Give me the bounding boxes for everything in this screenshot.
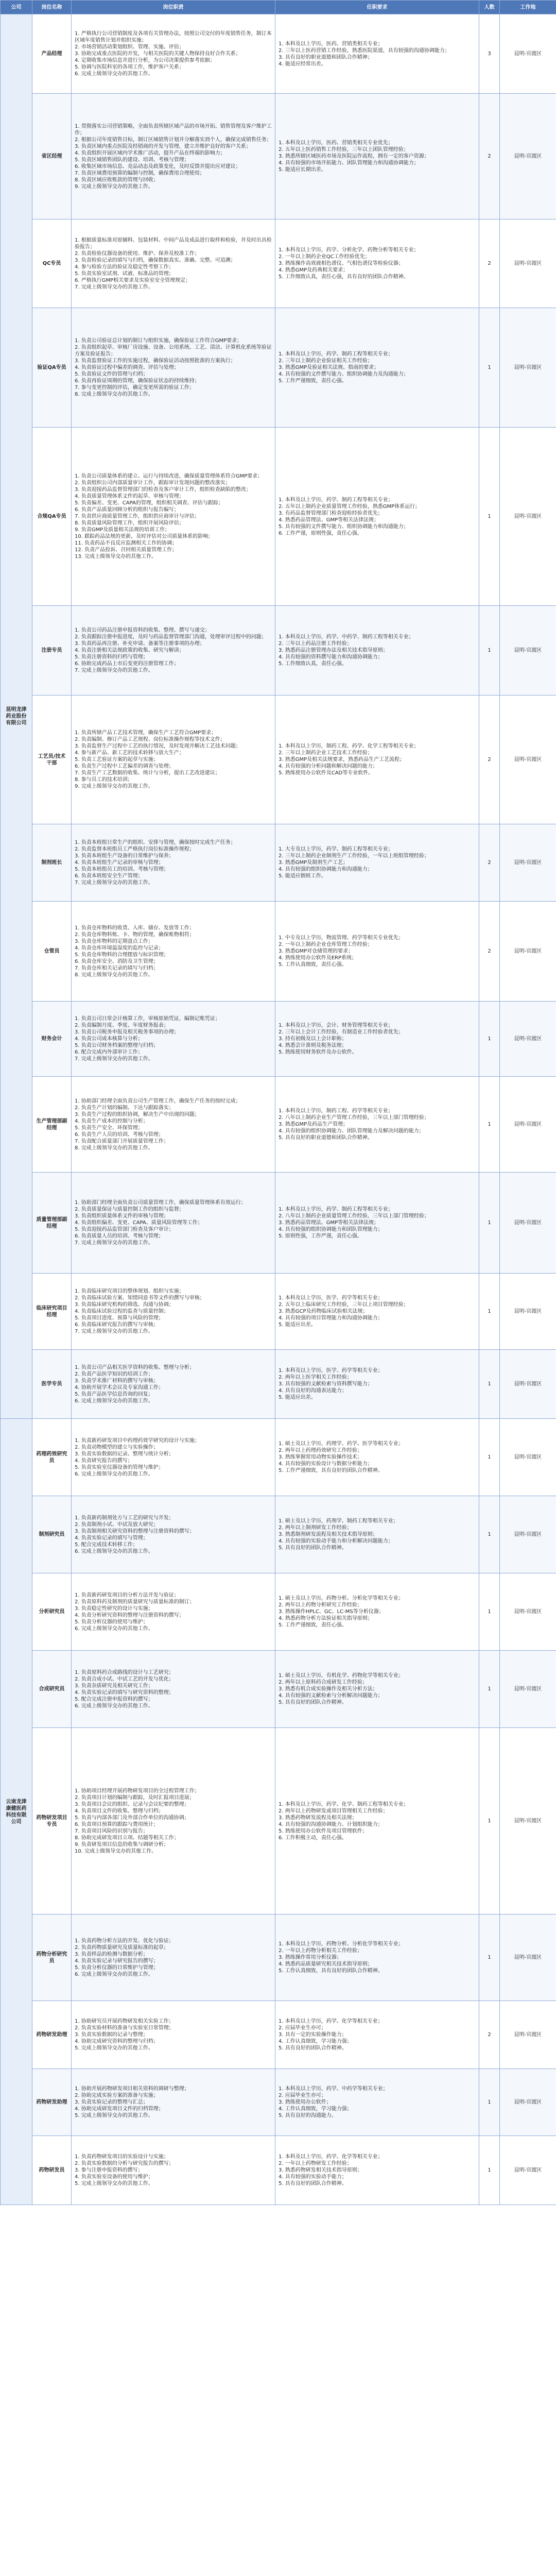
duty-cell: 1. 负责新药研发项目的分析方法开发与验证； 2. 负责原料药及制剂的质量研究与质量标准的制订； 3. 负责稳定性研究的设计与实施； 4. 负责分析研究资料的整理与注册资料的撰写； 5. 负责分析仪器的使用与维护； 6. 完成上级领导交办的其他工作。 [72,1573,275,1651]
table-row [1,1573,556,1651]
headcount-cell: 1 [479,1914,500,2001]
table-row [1,1350,556,1419]
requirement-cell: 1. 本科及以上学历，制药工程、药学、化学工程等相关专业； 2. 三年以上制药企业工艺技术工作经验； 3. 熟悉GMP及相关法规要求，熟悉药品生产工艺流程； 4. 具有较强的分析问题和解决问题的能力； 5. 熟练使用办公软件及CAD等专业软件。 [275,696,479,824]
headcount-cell: 3 [479,14,500,94]
requirement-cell: 1. 本科及以上学历，医学、药学等相关专业； 2. 两年以上医学相关工作经验； 3. 具有较强的文献检索与资料撰写能力； 4. 具有良好的沟通表达能力； 5. 能适应出差。 [275,1350,479,1419]
requirement-cell: 1. 本科及以上学历，会计、财务管理等相关专业； 2. 三年以上会计工作经验，有制造业工作经验者优先； 3. 持有初级及以上会计职称； 4. 熟悉会计准则及税务法规； 5. 熟练使用财务软件及办公软件。 [275,1002,479,1077]
requirement-cell: 1. 硕士及以上学历，有机化学、药物化学等相关专业； 2. 两年以上原料药合成研发工作经验； 3. 熟悉有机合成实验操作及相关分析方法； 4. 具有较强的文献检索与分析解决问题能力； 5. 具有良好的团队合作精神。 [275,1651,479,1728]
header-requirement: 任职要求 [275,1,479,14]
duty-cell: 1. 负责公司质量体系的建立、运行与持续改进，确保质量管理体系符合GMP要求； 2. 负责组织公司内部质量审计工作，跟踪审计发现问题的整改落实； 3. 负责迎接药品监督管理部门的检查及客户审计工作，组织检查缺陷的整改； 4. 负责质量管理体系文件的起草、审核与管理； 5. 负责偏差、变更、CAPA的管理，组织相关调查、评估与跟踪； 6. 负责产品质量回顾分析的组织与报告编写； 7. 负责供应商质量管理工作，组织供应商审计与评估； 8. 负责质量风险管理工作，组织开展风险评估； 9. 负责GMP及质量相关法规的培训工作； 10. 跟踪药品法规的更新，及时评估对公司质量体系的影响； 11. 负责药品不良反应监测相关工作的协调； 12. 负责产品投诉、召回相关质量管理工作； 13. 完成上级领导交办的其他工作。 [72,428,275,606]
requirement-cell: 1. 本科及以上学历，药物分析、分析化学等相关专业； 2. 一年以上药物分析相关工作经验； 3. 熟练操作常用分析仪器； 4. 熟悉药品质量研究相关技术指导原则； 5. 工作认真细致，具有良好的团队合作精神。 [275,1914,479,2001]
post-cell: 产品经理 [32,14,72,94]
duty-cell: 1. 协助研究员开展药物研发相关实验工作； 2. 负责实验材料的准备与实验室日常管理； 3. 负责实验数据的记录与整理； 4. 协助完成研究资料的整理与归档； 5. 完成上级领导交办的其他工作。 [72,2001,275,2069]
duty-cell: 1. 贯彻落实公司营销策略，全面负责所辖区域产品的市场开拓、销售管理及客户维护工作； 2. 根据公司年度销售目标，制订区域销售计划并分解落实到个人，确保完成销售任务； 3. 负责区域内重点医院及经销商的开发与管理，建立并维护良好的客户关系； 4. 负责组织开展区域内学术推广活动，提升产品在终端的影响力； 5. 负责区域销售团队的建设、培训、考核与管理； 6. 收集区域市场信息、竞品动态及政策变化，及时反馈并提出应对建议； 7. 负责区域费用预算的编制与控制，确保费用合理使用； 8. 负责区域应收账款的管理与回收； 9. 完成上级领导交办的其他工作。 [72,94,275,219]
requirement-cell: 1. 本科及以上学历，医学、药学等相关专业； 2. 五年以上临床研究工作经验，三年以上项目管理经验； 3. 熟悉GCP及药物临床试验相关法规； 4. 具有较强的项目管理能力和沟通协调能力； 5. 能适应出差。 [275,1274,479,1350]
header-company: 公司 [1,1,32,14]
requirement-cell: 1. 本科及以上学历，医药、营销类相关专业优先； 2. 五年以上医药销售工作经验，三年以上团队管理经验； 3. 熟悉所辖区域医药市场及医院运作流程，拥有一定的客户资源； 4. 具有较强的市场开拓能力、团队管理能力和沟通协调能力； 5. 能适应长期出差。 [275,94,479,219]
location-cell: 昆明-官渡区 [500,1651,556,1728]
post-cell: 省区经理 [32,94,72,219]
post-cell: 药理药效研究员 [32,1419,72,1496]
location-cell: 昆明-官渡区 [500,1173,556,1274]
duty-cell: 1. 负责原料药合成路线的设计与工艺研究； 2. 负责合成小试、中试工艺的开发与优化； 3. 负责杂质研究及相关研究工作； 4. 负责实验记录的填写与研究资料的整理； 5. 配合完成注册申报资料的撰写； 6. 完成上级领导交办的其他工作。 [72,1651,275,1728]
table-row [1,1002,556,1077]
post-cell: 分析研究员 [32,1573,72,1651]
duty-cell: 1. 负责公司验证总计划的制订与组织实施，确保验证工作符合GMP要求； 2. 负责组织起草、审核厂房设施、设备、公用系统、工艺、清洁、计算机化系统等验证方案及验证报告； 3. 负责监督验证工作的实施过程，确保验证活动按照批准的方案执行； 4. 负责验证过程中偏差的调查、评估与处理； 5. 负责验证文件的管理与归档； 6. 负责再验证周期的管理，确保验证状态的持续维持； 7. 参与变更控制的评估，确定变更所需的验证工作； 8. 完成上级领导交办的其他工作。 [72,308,275,428]
table-row [1,1496,556,1573]
requirement-cell: 1. 本科及以上学历，药学、化学、制药工程等相关专业； 2. 两年以上药物研发或项目管理相关工作经验； 3. 熟悉药物研发流程及相关法规； 4. 具有较强的沟通协调能力、计划组织能力； 5. 熟练使用办公软件及项目管理软件； 6. 工作积极主动，责任心强。 [275,1728,479,1914]
post-cell: 验证QA专员 [32,308,72,428]
headcount-cell: 1 [479,606,500,696]
table-row [1,428,556,606]
headcount-cell: 1 [479,1496,500,1573]
duty-cell: 1. 协助开展药物研发项目相关资料的调研与整理； 2. 协助完成实验方案的准备与实施； 3. 负责实验记录的整理与汇总； 4. 协助完成研发项目文件的归档管理； 5. 完成上级领导交办的其他工作。 [72,2069,275,2136]
company-cell: 云南龙津康健医药科技有限公司 [1,1419,32,2205]
post-cell: 生产管理部副经理 [32,1077,72,1173]
location-cell: 昆明-官渡区 [500,2136,556,2205]
header-post: 岗位名称 [32,1,72,14]
location-cell: 昆明-官渡区 [500,1573,556,1651]
table-header-row [1,1,556,14]
location-cell: 昆明-官渡区 [500,1496,556,1573]
requirement-cell: 1. 本科及以上学历，药学、分析化学、药物分析等相关专业； 2. 一年以上制药企业QC工作经验优先； 3. 熟练操作高效液相色谱仪、气相色谱仪等检验仪器； 4. 熟悉GMP及药典相关要求； 5. 工作细致认真，责任心强，具有良好的团队合作精神。 [275,219,479,308]
table-row [1,1077,556,1173]
post-cell: 制剂研究员 [32,1496,72,1573]
table-row [1,1728,556,1914]
table-row [1,2069,556,2136]
job-table-body [1,14,556,2205]
post-cell: 合规QA专员 [32,428,72,606]
headcount-cell: 1 [479,1651,500,1728]
location-cell: 昆明-官渡区 [500,308,556,428]
table-row [1,1914,556,2001]
duty-cell: 1. 负责仓库物料的收货、入库、储存、发放等工作； 2. 负责仓库物料账、卡、物的管理，确保账物相符； 3. 负责仓库物料的定期盘点工作； 4. 负责仓库环境温湿度的监控与记录； 5. 负责仓库物料的合理摆放与标识管理； 6. 负责仓库安全、消防及卫生管理； 7. 负责仓库相关记录的填写与归档； 8. 完成上级领导交办的其他工作。 [72,902,275,1002]
location-cell: 昆明-官渡区 [500,1350,556,1419]
post-cell: 制剂班长 [32,824,72,902]
table-row [1,1274,556,1350]
table-row [1,2001,556,2069]
requirement-cell: 1. 本科及以上学历，药学、制药工程等相关专业； 2. 八年以上制药企业质量管理工作经验，三年以上部门管理经验； 3. 熟悉药品管理法、GMP等相关法律法规； 4. 具有较强的组织协调能力和团队管理能力； 5. 原则性强，工作严谨，责任心强。 [275,1173,479,1274]
post-cell: 医学专员 [32,1350,72,1419]
table-row [1,696,556,824]
table-row [1,902,556,1002]
post-cell: 合成研究员 [32,1651,72,1728]
post-cell: 工艺员/技术干部 [32,696,72,824]
location-cell: 昆明-官渡区 [500,2069,556,2136]
post-cell: QC专员 [32,219,72,308]
duty-cell: 1. 负责本班组日常生产的组织、安排与管理，确保按时完成生产任务； 2. 负责监督本班组员工严格执行岗位标准操作规程； 3. 负责本班组生产设备的日常维护与保养； 4. 负责本班组生产记录的审核与管理； 5. 负责本班组员工的培训、考核与管理； 6. 负责本班组安全生产管理； 7. 完成上级领导交办的其他工作。 [72,824,275,902]
header-duty: 岗位职责 [72,1,275,14]
table-row [1,824,556,902]
requirement-cell: 1. 本科及以上学历，药学、制药工程等相关专业； 2. 三年以上制药企业验证相关工作经验； 3. 熟悉GMP及验证相关法规、指南的要求； 4. 具有较强的文件撰写能力、组织协调能力及沟通能力； 5. 工作严谨细致，责任心强。 [275,308,479,428]
headcount-cell: 1 [479,1419,500,1496]
location-cell: 昆明-官渡区 [500,696,556,824]
headcount-cell: 2 [479,94,500,219]
headcount-cell: 1 [479,1573,500,1651]
duty-cell: 1. 负责临床研究项目的整体规划、组织与实施； 2. 负责临床试验方案、知情同意书等文件的撰写与审核； 3. 负责临床研究机构的筛选、沟通与协调； 4. 负责临床试验过程的监查与质量控制； 5. 负责项目进度、预算与风险的管理； 6. 负责临床研究报告的撰写与审核； 7. 完成上级领导交办的其他工作。 [72,1274,275,1350]
post-cell: 质量管理部副经理 [32,1173,72,1274]
duty-cell: 1. 负责公司药品注册申报资料的收集、整理、撰写与递交； 2. 负责跟踪注册申报进度，及时与药品监督管理部门沟通，处理审评过程中的问题； 3. 负责药品再注册、补充申请、备案等注册事项的办理； 4. 负责注册相关法规政策的收集、研究与解读； 5. 负责注册资料的归档与管理； 6. 协助完成药品上市后变更的注册管理工作； 7. 完成上级领导交办的其他工作。 [72,606,275,696]
headcount-cell: 2 [479,902,500,1002]
header-headcount: 人数 [479,1,500,14]
requirement-cell: 1. 本科及以上学历，药学、中药学等相关专业； 2. 应届毕业生亦可； 3. 熟练使用办公软件； 4. 工作认真细致，学习能力强； 5. 具有良好的沟通能力。 [275,2069,479,2136]
requirement-cell: 1. 硕士及以上学历，药剂学、制药工程等相关专业； 2. 两年以上制剂研发工作经验； 3. 熟悉制剂研发流程及相关技术指导原则； 4. 具有较强的实验动手能力和分析解决问题能力； 5. 具有良好的团队合作精神。 [275,1496,479,1573]
duty-cell: 1. 负责公司产品相关医学资料的收集、整理与分析； 2. 负责产品医学知识的培训工作； 3. 负责学术推广材料的撰写与审核； 4. 协助开展学术会议及专家沟通工作； 5. 负责产品医学信息咨询的回复； 6. 完成上级领导交办的其他工作。 [72,1350,275,1419]
location-cell: 昆明-官渡区 [500,219,556,308]
headcount-cell: 1 [479,2136,500,2205]
requirement-cell: 1. 中专及以上学历，物流管理、药学等相关专业优先； 2. 一年以上制药企业仓库管理工作经验； 3. 熟悉GMP对仓储管理的要求； 4. 熟练使用办公软件及ERP系统； 5. 工作认真细致，责任心强。 [275,902,479,1002]
post-cell: 药物研发助理 [32,2001,72,2069]
headcount-cell: 1 [479,1002,500,1077]
location-cell: 昆明-官渡区 [500,1077,556,1173]
headcount-cell: 1 [479,1350,500,1419]
duty-cell: 1. 根据质量标准对原辅料、包装材料、中间产品及成品进行取样和检验，并及时出具检验报告； 2. 负责检验仪器设备的使用、维护、保养及校准工作； 3. 负责检验记录的填写与归档，确保数据真实、准确、完整、可追溯； 4. 参与检验方法的验证及稳定性考察工作； 5. 负责实验室试剂、试液、标准品的管理； 6. 严格执行GMP相关要求及实验室安全管理规定； 7. 完成上级领导交办的其他工作。 [72,219,275,308]
headcount-cell: 2 [479,2001,500,2069]
duty-cell: 1. 负责药物分析方法的开发、优化与验证； 2. 负责药物质量研究及质量标准的起草； 3. 负责样品的检测与数据分析； 4. 负责实验记录与研究报告的撰写； 5. 负责分析仪器的日常维护与管理； 6. 完成上级领导交办的其他工作。 [72,1914,275,2001]
duty-cell: 1. 协助项目经理开展药物研发项目的全过程管理工作； 2. 负责项目计划的编制与跟踪，及时汇报项目进展； 3. 负责项目会议的组织、记录与会议纪要的整理； 4. 负责项目文件的收集、整理与归档； 5. 负责与内部各部门及外部合作单位的沟通协调； 6. 负责项目预算的跟踪与费用统计； 7. 负责项目风险的识别与报告； 8. 协助完成研发项目立项、结题等相关工作； 9. 负责研发项目信息的收集与调研分析； 10. 完成上级领导交办的其他工作。 [72,1728,275,1914]
requirement-cell: 1. 大专及以上学历，药学、制药工程等相关专业； 2. 三年以上制药企业制剂生产工作经验，一年以上班组管理经验； 3. 熟悉GMP及制剂生产工艺； 4. 具有较强的组织协调能力和沟通能力； 5. 能适应倒班工作。 [275,824,479,902]
post-cell: 财务会计 [32,1002,72,1077]
duty-cell: 1. 负责公司日常会计核算工作，审核原始凭证，编制记账凭证； 2. 负责编制月度、季度、年度财务报表； 3. 负责公司税务申报及相关税务事项的办理； 4. 负责公司成本核算与分析； 5. 负责公司财务档案的整理与归档； 6. 配合完成内外部审计工作； 7. 完成上级领导交办的其他工作。 [72,1002,275,1077]
header-location: 工作地 [500,1,556,14]
duty-cell: 1. 负责所辖产品工艺技术管理，确保生产工艺符合GMP要求； 2. 负责编制、修订产品工艺规程、岗位标准操作规程等技术文件； 3. 负责监督生产过程中工艺的执行情况，及时发现并解决工艺技术问题； 4. 参与新产品、新工艺的技术转移与放大生产； 5. 负责工艺验证方案的起草与实施； 6. 负责生产过程中工艺偏差的调查与处理； 7. 负责生产工艺数据的收集、统计与分析，提出工艺改进建议； 8. 参与员工的技术培训； 9. 完成上级领导交办的其他工作。 [72,696,275,824]
post-cell: 注册专员 [32,606,72,696]
headcount-cell: 1 [479,428,500,606]
table-row [1,219,556,308]
duty-cell: 1. 严格执行公司营销制度及各项有关管理办法，按照公司交付的年度销售任务，制订本区域年度销售计划并组织实施； 2. 市场营销活动策划组织、管理、实施、评估； 3. 协助完成重点医院的开发，与相关医院的关键人物保持良好合作关系； 4. 定期收集市场信息并进行分析，为公司决策提供参考依据； 5. 协调与医院科室的各项工作，维护客户关系； 6. 完成上级领导交办的其他工作。 [72,14,275,94]
location-cell: 昆明-官渡区 [500,2001,556,2069]
requirement-cell: 1. 本科及以上学历，制药工程、药学等相关专业； 2. 八年以上制药企业生产管理工作经验，三年以上部门管理经验； 3. 熟悉GMP及药品生产管理； 4. 具有较强的组织协调能力、团队管理能力及解决问题的能力； 5. 具有良好的职业道德和团队合作精神。 [275,1077,479,1173]
duty-cell: 1. 负责药物研发项目的实验设计与实施； 2. 负责实验数据的分析与研究报告的撰写； 3. 参与注册申报资料的撰写； 4. 负责实验室设备的使用与维护； 5. 完成上级领导交办的其他工作。 [72,2136,275,2205]
headcount-cell: 2 [479,696,500,824]
post-cell: 药物研发助理 [32,2069,72,2136]
duty-cell: 1. 协助部门经理全面负责公司质量管理工作，确保质量管理体系有效运行； 2. 负责质量保证与质量控制工作的组织与监督； 3. 负责组织质量体系文件的审核与管理； 4. 负责组织偏差、变更、CAPA、质量风险管理等工作； 5. 负责迎接药品监管部门检查及客户审计； 6. 负责质量人员的培训、考核与管理； 7. 完成上级领导交办的其他工作。 [72,1173,275,1274]
location-cell: 昆明-官渡区 [500,1728,556,1914]
post-cell: 药物研发项目专员 [32,1728,72,1914]
location-cell: 昆明-官渡区 [500,606,556,696]
requirement-cell: 1. 硕士及以上学历，药理学、药学、医学等相关专业； 2. 两年以上药理药效研究工作经验； 3. 熟练掌握常用动物实验操作技术； 4. 具有较强的实验设计与数据分析能力； 5. 工作严谨细致，具有良好的团队合作精神。 [275,1419,479,1496]
headcount-cell: 1 [479,308,500,428]
requirement-cell: 1. 硕士及以上学历，药物分析、分析化学等相关专业； 2. 两年以上药物分析研究工作经验； 3. 熟练操作HPLC、GC、LC-MS等分析仪器； 4. 熟悉药物分析方法验证相关指导原则； 5. 工作严谨细致，责任心强。 [275,1573,479,1651]
location-cell: 昆明-官渡区 [500,94,556,219]
requirement-cell: 1. 本科及以上学历，药学、制药工程等相关专业； 2. 五年以上制药企业质量管理工作经验，熟悉GMP体系运行； 3. 有药品监督管理部门检查迎检经验者优先； 4. 熟悉药品管理法、GMP等相关法律法规； 5. 具有较强的文件撰写能力、组织协调能力和沟通能力； 6. 工作严谨，原则性强，责任心强。 [275,428,479,606]
duty-cell: 1. 负责新药制剂处方与工艺的研究与开发； 2. 负责制剂小试、中试及放大研究； 3. 负责制剂相关研究资料的整理与注册资料的撰写； 4. 负责实验记录的填写与管理； 5. 配合完成技术转移工作； 6. 完成上级领导交办的其他工作。 [72,1496,275,1573]
table-row [1,308,556,428]
headcount-cell: 1 [479,1077,500,1173]
requirement-cell: 1. 本科及以上学历，药学、中药学、制药工程等相关专业； 2. 三年以上药品注册工作经验； 3. 熟悉药品注册管理办法及相关技术指导原则； 4. 具有较强的资料撰写能力和沟通协调能力； 5. 工作细致认真，责任心强。 [275,606,479,696]
location-cell: 昆明-官渡区 [500,902,556,1002]
location-cell: 昆明-官渡区 [500,428,556,606]
table-row [1,606,556,696]
table-row [1,1419,556,1496]
table-row [1,1651,556,1728]
headcount-cell: 2 [479,824,500,902]
post-cell: 仓管员 [32,902,72,1002]
location-cell: 昆明-官渡区 [500,1914,556,2001]
headcount-cell: 1 [479,2069,500,2136]
location-cell: 昆明-官渡区 [500,824,556,902]
table-row [1,2136,556,2205]
requirement-cell: 1. 本科及以上学历，医药、营销类相关专业； 2. 三年以上医药营销工作经验，熟悉医院渠道，具有较强的沟通协调能力； 3. 具有良好的职业道德和团队合作精神； 4. 能适应经常出差。 [275,14,479,94]
headcount-cell: 1 [479,1173,500,1274]
post-cell: 药物分析研究员 [32,1914,72,2001]
company-cell: 昆明龙津药业股份有限公司 [1,14,32,1419]
duty-cell: 1. 负责新药研发项目中药理药效学研究的设计与实施； 2. 负责动物模型的建立与实验操作； 3. 负责实验数据的记录、整理与统计分析； 4. 负责研究报告的撰写； 5. 负责实验室仪器设备的管理与维护； 6. 完成上级领导交办的其他工作。 [72,1419,275,1496]
location-cell: 昆明-官渡区 [500,1419,556,1496]
table-row [1,14,556,94]
table-row [1,1173,556,1274]
location-cell: 昆明-官渡区 [500,1274,556,1350]
location-cell: 昆明-官渡区 [500,1002,556,1077]
duty-cell: 1. 协助部门经理全面负责公司生产管理工作，确保生产任务的按时完成； 2. 负责生产计划的编制、下达与跟踪落实； 3. 负责生产过程的组织协调，解决生产中出现的问题； 4. 负责生产成本的控制与分析； 5. 负责生产安全、环保管理； 6. 负责生产人员的培训、考核与管理； 7. 负责配合质量部门开展质量管理工作； 8. 完成上级领导交办的其他工作。 [72,1077,275,1173]
headcount-cell: 2 [479,219,500,308]
headcount-cell: 1 [479,1274,500,1350]
post-cell: 药物研发员 [32,2136,72,2205]
headcount-cell: 1 [479,1728,500,1914]
location-cell: 昆明-官渡区 [500,14,556,94]
requirement-cell: 1. 本科及以上学历，药学、化学等相关专业； 2. 应届毕业生亦可； 3. 具有一定的实验操作能力； 4. 工作认真细致，学习能力强； 5. 具有良好的团队合作精神。 [275,2001,479,2069]
post-cell: 临床研究项目经理 [32,1274,72,1350]
table-row [1,94,556,219]
requirement-cell: 1. 本科及以上学历，药学、化学等相关专业； 2. 一年以上药物研发工作经验； 3. 熟悉药物研发相关技术指导原则； 4. 具有较强的实验动手能力； 5. 具有良好的团队合作精神。 [275,2136,479,2205]
